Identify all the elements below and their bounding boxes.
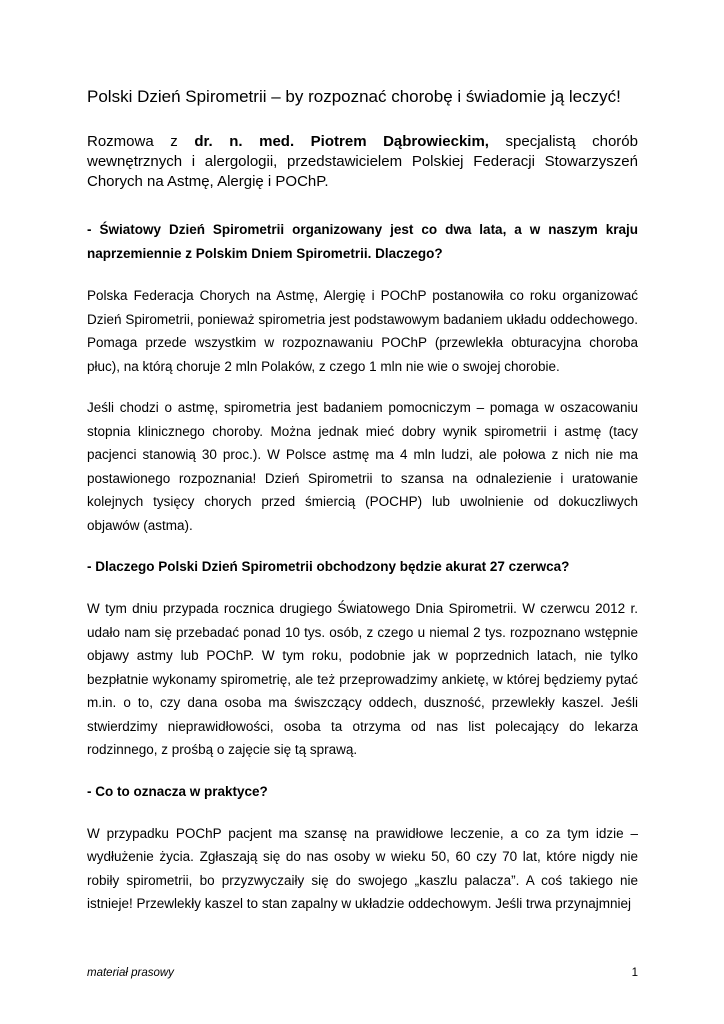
question-3: - Co to oznacza w praktyce?	[87, 783, 268, 799]
answer-3-paragraph-1: W przypadku POChP pacjent ma szansę na prawidłowe leczenie, a co za tym idzie – wydłużenie życia. Zgłaszają się do nas osoby w wieku 50, 60 czy 70 lat, które nigdy nie robiły spirometrii, bo przyzwyczaiły się do swojego „kaszlu palacza”. A coś takiego nie istnieje! Przewlekły kaszel to stan zapalny w układzie oddechowym. Jeśli trwa przynajmniej	[87, 825, 638, 911]
answer-1-paragraph-1: Polska Federacja Chorych na Astmę, Alergię i POChP postanowiła co roku organizować Dzień Spirometrii, ponieważ spirometria jest podstawowym badaniem układu oddechowego. Pomaga przede wszystkim w rozpoznawaniu POChP (przewlekła obturacyjna choroba płuc), na którą choruje 2 mln Polaków, z czego 1 mln nie wie o swojej chorobie.	[87, 288, 638, 374]
intro-paragraph	[87, 132, 638, 192]
question-1: - Światowy Dzień Spirometrii organizowany jest co dwa lata, a w naszym kraju naprzemiennie z Polskim Dniem Spirometrii. Dlaczego?	[87, 222, 638, 261]
interviewee-name: dr. n. med. Piotrem Dąbrowieckim,	[194, 133, 489, 150]
answer-2-paragraph-1: W tym dniu przypada rocznica drugiego Światowego Dnia Spirometrii. W czerwcu 2012 r. udało nam się przebadać ponad 10 tys. osób, z czego u niemal 2 tys. rozpoznano wstępnie objawy astmy lub POChP. W tym roku, podobnie jak w poprzednich latach, nie tylko bezpłatnie wykonamy spirometrię, ale też przeprowadzimy ankietę, w której będziemy pytać m.in. o to, czy dana osoba ma świszczący oddech, duszność, przewlekły kaszel. Jeśli stwierdzimy nieprawidłowości, osoba ta otrzyma od nas list polecający do lekarza rodzinnego, z prośbą o zajęcie się tą sprawą.	[87, 601, 638, 757]
document-title: Polski Dzień Spirometrii – by rozpoznać chorobę i świadomie ją leczyć!	[87, 87, 621, 106]
page-number: 1	[631, 967, 638, 979]
answer-1-paragraph-2: Jeśli chodzi o astmę, spirometria jest badaniem pomocniczym – pomaga w oszacowaniu stopnia klinicznego choroby. Można jednak mieć dobry wynik spirometrii i astmę (tacy pacjenci stanowią 30 proc.). W Polsce astmę ma 4 mln ludzi, ale połowa z nich nie ma postawionego rozpoznania! Dzień Spirometrii to szansa na odnalezienie i uratowanie kolejnych tysięcy chorych przed śmiercią (POCHP) lub uwolnienie od dokuczliwych objawów (astma).	[87, 400, 638, 533]
question-2: - Dlaczego Polski Dzień Spirometrii obchodzony będzie akurat 27 czerwca?	[87, 559, 570, 574]
document-page	[87, 86, 638, 934]
intro-rest: specjalistą chorób wewnętrznych i alergologii, przedstawicielem Polskiej Federacji Stowarzyszeń Chorych na Astmę, Alergię i POChP.	[87, 133, 638, 190]
footer-label: materiał prasowy	[87, 967, 174, 979]
intro-prefix: Rozmowa z	[87, 133, 195, 150]
